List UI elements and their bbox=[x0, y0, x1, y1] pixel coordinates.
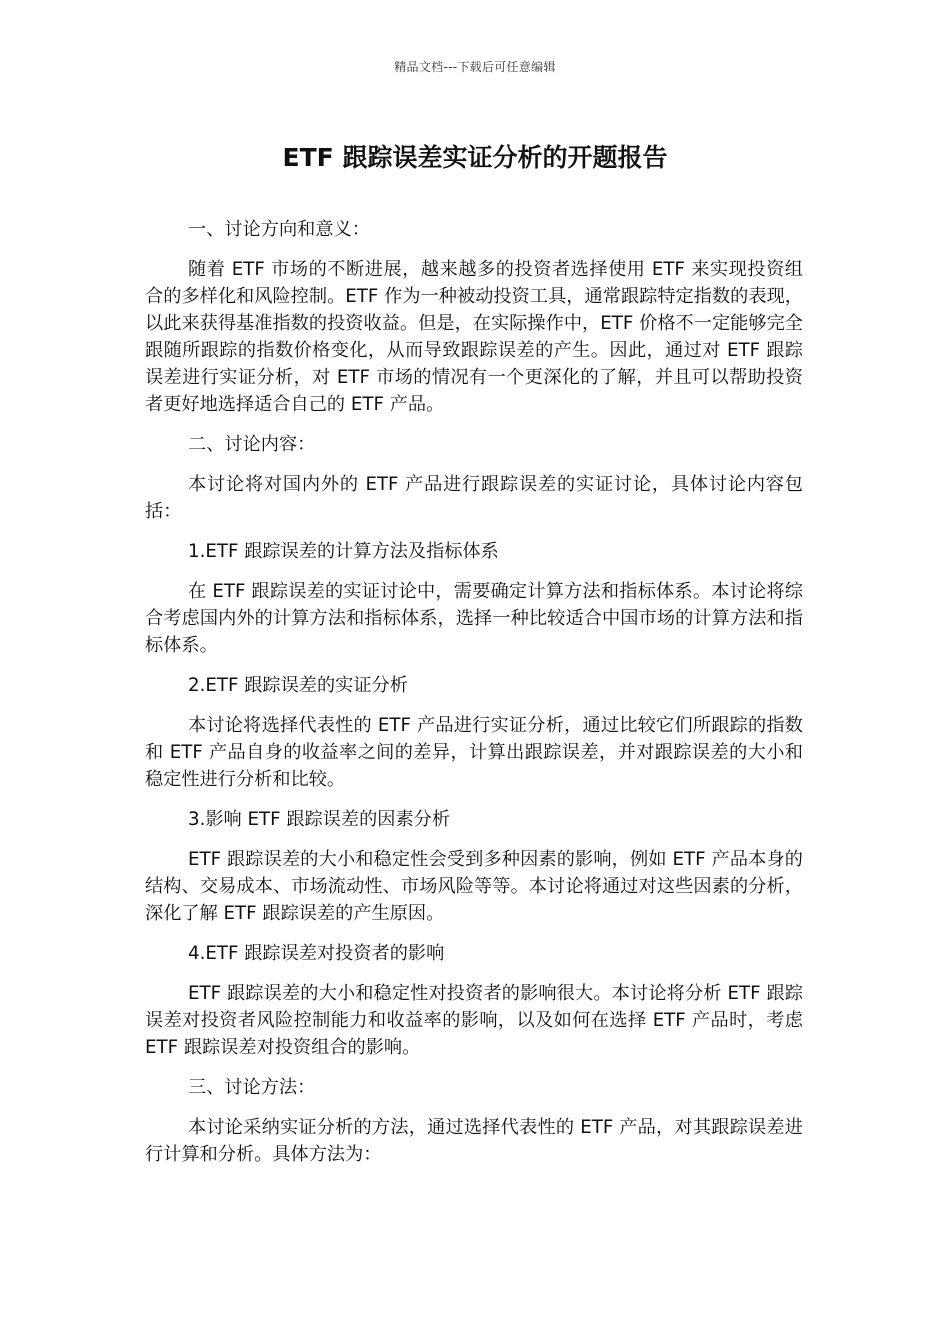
subheading-2: 2.ETF 跟踪误差的实证分析 bbox=[188, 675, 408, 696]
document-body bbox=[145, 216, 803, 1181]
paragraph-method-index: 在 ETF 跟踪误差的实证讨论中，需要确定计算方法和指标体系。本讨论将综合考虑国内外的计算方法和指标体系，选择一种比较适合中国市场的计算方法和指标体系。 bbox=[145, 581, 803, 656]
subheading-4: 4.ETF 跟踪误差对投资者的影响 bbox=[188, 943, 445, 964]
section-heading-2: 二、讨论内容： bbox=[188, 434, 316, 455]
paragraph-background: 随着 ETF 市场的不断进展，越来越多的投资者选择使用 ETF 来实现投资组合的多样化和风险控制。ETF 作为一种被动投资工具，通常跟踪特定指数的表现，以此来获得基准指数的投资收益。但是，在实际操作中，ETF 价格不一定能够完全跟随所跟踪的指数价格变化，从而导致跟踪误差的产生。因此，通过对 ETF 跟踪误差进行实证分析，对 ETF 市场的情况有一个更深化的了解，并且可以帮助投资者更好地选择适合自己的 ETF 产品。 bbox=[145, 259, 803, 415]
subheading-3: 3.影响 ETF 跟踪误差的因素分析 bbox=[188, 809, 451, 830]
subheading-1: 1.ETF 跟踪误差的计算方法及指标体系 bbox=[188, 541, 499, 562]
section-heading-1: 一、讨论方向和意义： bbox=[188, 219, 370, 240]
section-heading-3: 三、讨论方法： bbox=[188, 1077, 316, 1098]
paragraph-empirical: 本讨论将选择代表性的 ETF 产品进行实证分析，通过比较它们所跟踪的指数和 ETF 产品自身的收益率之间的差异，计算出跟踪误差，并对跟踪误差的大小和稳定性进行分析和比较。 bbox=[145, 715, 803, 790]
document-title: ETF 跟踪误差实证分析的开题报告 bbox=[282, 143, 668, 172]
paragraph-factors: ETF 跟踪误差的大小和稳定性会受到多种因素的影响，例如 ETF 产品本身的结构、交易成本、市场流动性、市场风险等等。本讨论将通过对这些因素的分析，深化了解 ETF 跟踪误差的产生原因。 bbox=[145, 849, 803, 924]
header-note: 精品文档---下载后可任意编辑 bbox=[394, 60, 556, 74]
paragraph-investor-impact: ETF 跟踪误差的大小和稳定性对投资者的影响很大。本讨论将分析 ETF 跟踪误差对投资者风险控制能力和收益率的影响，以及如何在选择 ETF 产品时，考虑 ETF 跟踪误差对投资组合的影响。 bbox=[145, 983, 803, 1058]
paragraph-content-intro: 本讨论将对国内外的 ETF 产品进行跟踪误差的实证讨论，具体讨论内容包括： bbox=[145, 474, 803, 522]
paragraph-methods: 本讨论采纳实证分析的方法，通过选择代表性的 ETF 产品，对其跟踪误差进行计算和分析。具体方法为： bbox=[145, 1117, 803, 1165]
